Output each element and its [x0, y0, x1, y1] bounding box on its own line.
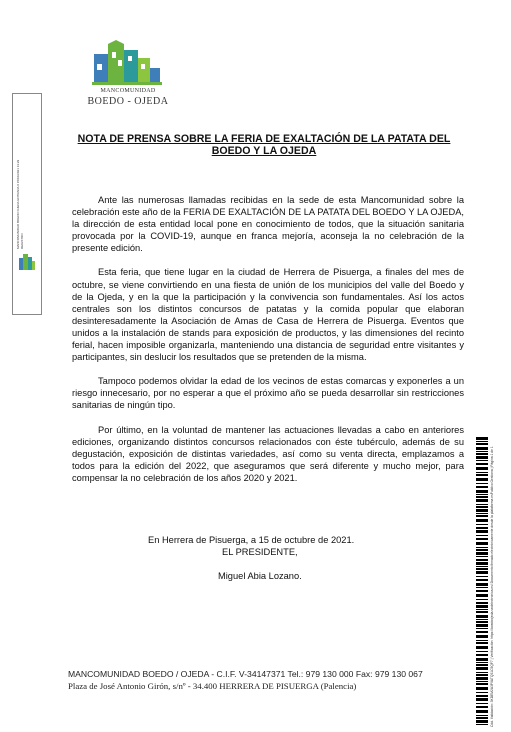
mancomunidad-logo-icon [92, 40, 164, 86]
barcode-bar [476, 681, 488, 682]
paragraph-4: Por último, en la voluntad de mantener las actuaciones llevadas a cabo en anteriores ediciones, organizando distintos concursos relacionados con éste tubérculo, además de su degustación, exposición de distintas variedades, así como su venta directa, emplazamos a todos para la edición del 2022, que aseguramos que será diferente y mucho mejor, para compensar la no celebración de los años 2020 y 2021. [72, 424, 464, 483]
barcode-bar [476, 720, 488, 723]
barcode-bar [476, 710, 488, 713]
barcode-bar [476, 624, 488, 627]
barcode-bar [476, 594, 488, 597]
barcode-bar [476, 640, 488, 641]
registry-stamp-text: MANCOMUNIDAD BOEDO OJEDA ENTRADA 0 15/10/2021 13:29 REGISTRO [16, 159, 24, 249]
barcode-bar [476, 651, 488, 652]
barcode-bar [476, 642, 488, 644]
barcode-bar [476, 662, 488, 663]
barcode-bar [476, 717, 488, 719]
paragraph-1: Ante las numerosas llamadas recibidas en la sede de esta Mancomunidad sobre la celebración este año de la FERIA DE EXALTACIÓN DE LA PATATA DEL BOEDO Y LA OJEDA, la dirección de esta entidad local pone en conocimiento de todos, que la situación sanitaria provocada por la COVID-19, aunque en franca mejoría, aconseja la no celebración de la presente edición. [72, 195, 464, 254]
barcode-bar [476, 494, 488, 495]
barcode-bar [476, 703, 488, 704]
barcode-bar [476, 490, 488, 493]
barcode-bar [476, 472, 488, 473]
barcode-bar [476, 538, 488, 540]
barcode-bar [476, 496, 488, 498]
barcode-bar [476, 587, 488, 588]
verification-text: Cód. Validación: 3KDEM2A3P9ATQ51C9QF7 | Verificación: https://boedoojeda.sedelectronica.es/ Documento firmado electrónicamente desde la plataforma esPublico Gestiona | Página 1 de 1 [490, 446, 494, 727]
barcode-bar [476, 715, 488, 716]
barcode-bar [476, 583, 488, 586]
barcode-bar [476, 677, 488, 680]
barcode-icon [476, 437, 488, 727]
registry-stamp [12, 93, 42, 315]
barcode-bar [476, 451, 488, 452]
signature-role: EL PRESIDENTE, [222, 547, 298, 557]
barcode-bar [476, 483, 488, 484]
barcode-bar [476, 667, 488, 670]
barcode-bar [476, 568, 488, 570]
barcode-bar [476, 664, 488, 666]
barcode-bar [476, 549, 488, 551]
barcode-bar [476, 619, 488, 620]
barcode-bar [476, 611, 488, 613]
barcode-bar [476, 672, 488, 673]
barcode-bar [476, 621, 488, 623]
logo-subtitle: MANCOMUNIDAD [100, 88, 156, 94]
barcode-bar [476, 695, 488, 697]
paragraph-3: Tampoco podemos olvidar la edad de los vecinos de estas comarcas y exponerles a un riesgo innecesario, por no esperar a que el próximo año se pueda desarrollar sin restricciones sanitarias de ningún tipo. [72, 376, 464, 411]
barcode-bar [476, 687, 488, 690]
barcode-bar [476, 602, 488, 604]
barcode-bar [476, 486, 488, 488]
barcode-bar [476, 467, 488, 470]
barcode-bar [476, 547, 488, 548]
barcode-bar [476, 590, 488, 592]
barcode-bar [476, 506, 488, 508]
document-body [72, 194, 464, 496]
barcode-bar [476, 605, 488, 608]
barcode-bar [476, 706, 488, 708]
barcode-bar [476, 443, 488, 445]
barcode-bar [476, 527, 488, 529]
barcode-bar [476, 698, 488, 701]
paragraph-2: Esta feria, que tiene lugar en la ciudad de Herrera de Pisuerga, a finales del mes de octubre, se viene convirtiendo en una fiesta de unión de los municipios del valle del Boedo y de la Ojeda, y en la que la participación y la convivencia son fundamentales. Así los actos centrales son los distintos concursos de patatas y la comida popular que elaboran desinteresadamente la Asociación de Amas de Casa de Herrera de Pisuerga. Eventos que unidos a la instalación de stands para exposición de productos, y las dimensiones del recinto ferial, hacen imposible organizarla, manteniendo una distancia de seguridad entre visitantes y participantes, sin deslucir los resultados que se pretenden de la misma. [72, 267, 464, 363]
signature-block [148, 534, 388, 582]
barcode-bar [476, 474, 488, 476]
barcode-bar [476, 724, 488, 725]
barcode-bar [476, 456, 488, 459]
barcode-bar [476, 562, 488, 565]
barcode-bar [476, 509, 488, 512]
signature-date: En Herrera de Pisuerga, a 15 de octubre de 2021. [148, 535, 355, 545]
barcode-bar [476, 513, 488, 514]
barcode-bar [476, 609, 488, 610]
barcode-bar [476, 646, 488, 649]
barcode-bar [476, 437, 488, 440]
barcode-bar [476, 628, 488, 629]
footer [68, 668, 470, 692]
barcode-bar [476, 447, 488, 450]
barcode-bar [476, 654, 488, 656]
barcode-bar [476, 571, 488, 574]
barcode-bar [476, 635, 488, 638]
barcode-bar [476, 519, 488, 522]
barcode-bar [476, 441, 488, 442]
barcode-bar [476, 530, 488, 533]
barcode-bar [476, 579, 488, 581]
barcode-bar [476, 504, 488, 505]
stamp-logo-icon [19, 254, 35, 272]
barcode-bar [476, 535, 488, 536]
document-title: NOTA DE PRENSA SOBRE LA FERIA DE EXALTACIÓN DE LA PATATA DEL BOEDO Y LA OJEDA [77, 133, 451, 157]
barcode-bar [476, 576, 488, 577]
barcode-bar [476, 524, 488, 525]
barcode-bar [476, 499, 488, 502]
barcode-bar [476, 515, 488, 517]
mancomunidad-logo [78, 40, 178, 112]
barcode-bar [476, 453, 488, 455]
barcode-bar [476, 556, 488, 557]
footer-contact: MANCOMUNIDAD BOEDO / OJEDA - C.I.F. V-34147371 Tel.: 979 130 000 Fax: 979 130 067 [68, 669, 423, 679]
barcode-bar [476, 463, 488, 465]
footer-address: Plaza de José Antonio Girón, s/nº - 34.400 HERRERA DE PISUERGA (Palencia) [68, 681, 357, 691]
barcode-bar [476, 615, 488, 618]
barcode-bar [476, 599, 488, 600]
barcode-bar [476, 692, 488, 693]
logo-name: BOEDO - OJEDA [87, 96, 169, 107]
barcode-bar [476, 658, 488, 661]
barcode-bar [476, 478, 488, 481]
barcode-bar [476, 683, 488, 685]
barcode-bar [476, 566, 488, 567]
signature-name: Miguel Abia Lozano. [218, 571, 302, 581]
barcode-bar [476, 631, 488, 633]
barcode-bar [476, 542, 488, 545]
barcode-bar [476, 552, 488, 555]
barcode-bar [476, 460, 488, 461]
barcode-bar [476, 674, 488, 676]
barcode-bar [476, 559, 488, 561]
